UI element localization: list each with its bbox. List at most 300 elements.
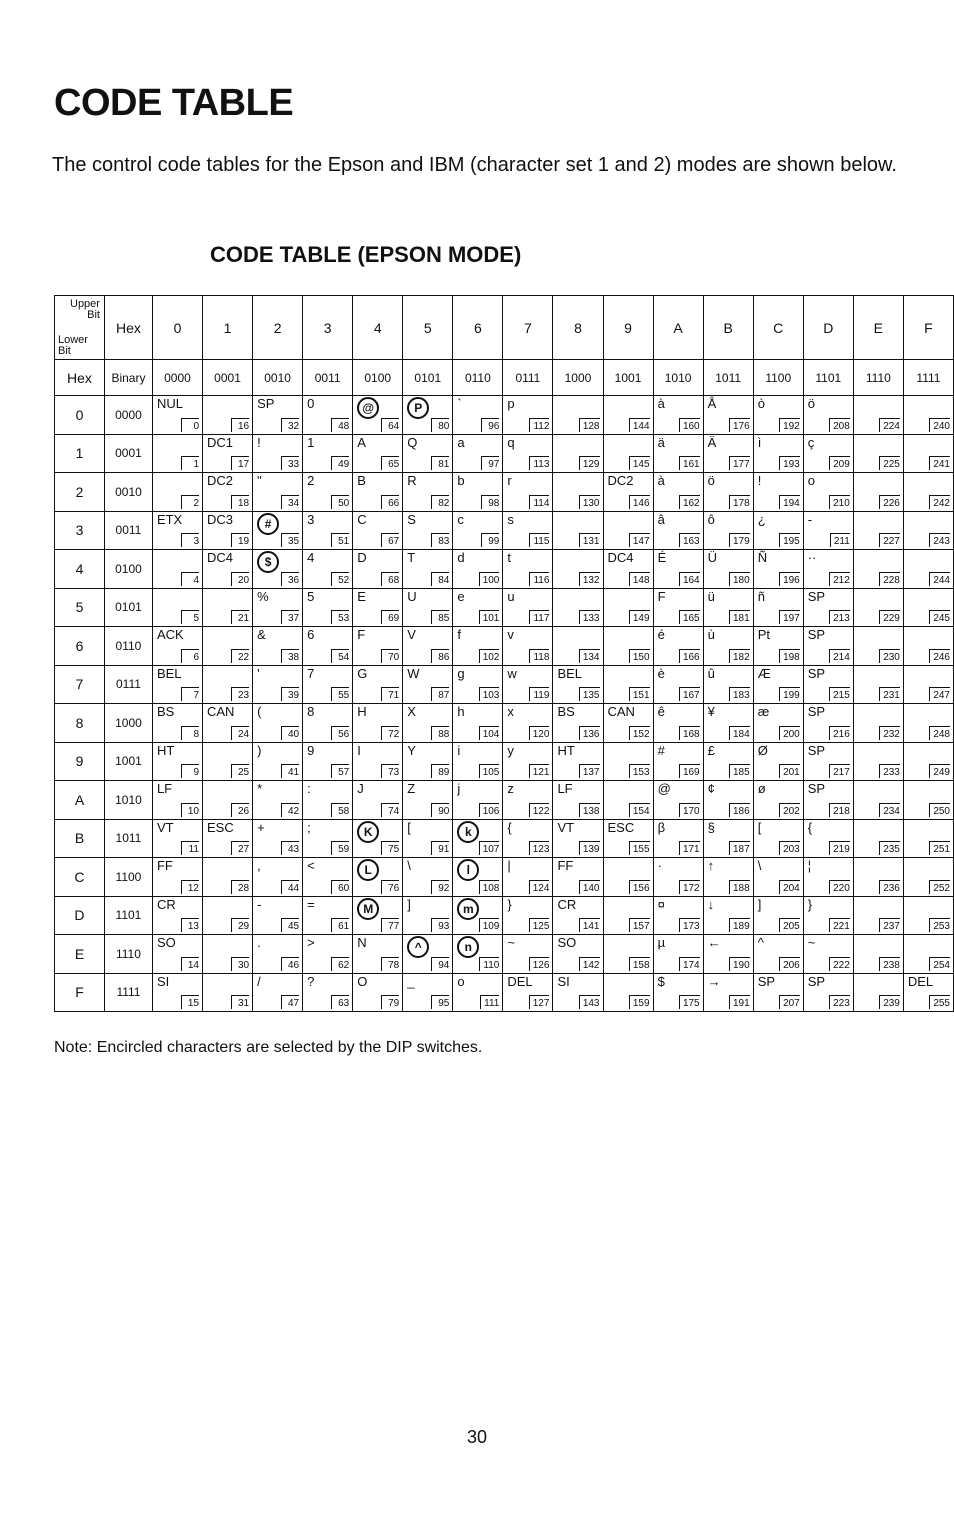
code-cell: [803, 973, 853, 1012]
cell-character: SP: [807, 781, 826, 796]
code-cell: [703, 896, 753, 935]
decimal-code: 124: [529, 880, 550, 894]
decimal-code: 4: [181, 572, 199, 586]
cell-character: [257, 513, 279, 535]
decimal-code: 194: [779, 495, 800, 509]
decimal-code: 90: [431, 803, 449, 817]
decimal-code: 232: [879, 726, 900, 740]
cell-character: DEL: [507, 973, 533, 989]
cell-character: SP: [807, 627, 826, 642]
code-cell: [303, 473, 353, 512]
decimal-code: 60: [331, 880, 349, 894]
cell-character: ?: [307, 973, 315, 989]
decimal-code: 150: [629, 649, 650, 663]
code-cell: [853, 665, 903, 704]
decimal-code: 173: [679, 918, 700, 932]
code-cell: [853, 781, 903, 820]
cell-character: W: [407, 665, 420, 681]
row-hex: A: [55, 781, 105, 820]
decimal-code: 70: [381, 649, 399, 663]
cell-character: 5: [307, 588, 315, 604]
code-cell: [653, 627, 703, 666]
decimal-code: 118: [529, 649, 549, 663]
cell-character: ¿: [757, 511, 766, 527]
cell-character: CAN: [607, 704, 635, 719]
code-cell: [653, 550, 703, 589]
cell-character: [457, 936, 479, 958]
decimal-code: 68: [381, 572, 399, 586]
decimal-code: 22: [231, 649, 249, 663]
decimal-code: 51: [331, 533, 349, 547]
decimal-code: 0: [181, 418, 199, 432]
cell-character: ¦: [807, 858, 812, 873]
code-cell: [253, 742, 303, 781]
decimal-code: 187: [729, 841, 750, 855]
decimal-code: 168: [679, 726, 700, 740]
code-cell: [453, 973, 503, 1012]
code-cell: [253, 473, 303, 512]
cell-character: 1: [307, 434, 315, 450]
code-cell: [653, 473, 703, 512]
cell-character: H: [357, 704, 367, 719]
decimal-code: 252: [929, 880, 950, 894]
code-cell: [353, 858, 403, 897]
cell-character: 0: [307, 396, 315, 411]
decimal-code: 162: [679, 495, 700, 509]
cell-character: BEL: [557, 665, 583, 681]
code-cell: [152, 973, 202, 1012]
code-cell: [503, 973, 553, 1012]
column-binary-F: 1111: [903, 360, 953, 396]
column-binary-D: 1101: [803, 360, 853, 396]
code-cell: [152, 819, 202, 858]
cell-character: r: [507, 473, 512, 488]
cell-character: DEL: [907, 973, 934, 989]
decimal-code: 242: [929, 495, 950, 509]
code-cell: [603, 935, 653, 974]
decimal-code: 86: [431, 649, 449, 663]
decimal-code: 156: [629, 880, 650, 894]
cell-character: ↑: [707, 858, 715, 873]
code-cell: [803, 473, 853, 512]
decimal-code: 92: [431, 880, 449, 894]
cell-character: SI: [557, 973, 570, 989]
decimal-code: 217: [829, 764, 850, 778]
code-cell: [203, 704, 253, 743]
cell-character: ò: [757, 396, 765, 411]
code-cell: [603, 511, 653, 550]
code-cell: [653, 781, 703, 820]
cell-character: CR: [557, 896, 577, 912]
decimal-code: 237: [879, 918, 900, 932]
hex-label: Hex: [55, 360, 105, 396]
decimal-code: 127: [529, 995, 550, 1009]
code-cell: [553, 896, 603, 935]
code-cell: [553, 665, 603, 704]
cell-character: =: [307, 896, 315, 912]
code-cell: [803, 704, 853, 743]
decimal-code: 116: [529, 572, 549, 586]
cell-character: à: [657, 473, 665, 488]
code-cell: [753, 588, 803, 627]
decimal-code: 135: [579, 687, 600, 701]
column-binary-8: 1000: [553, 360, 603, 396]
table-row: [55, 819, 954, 858]
code-cell: [403, 588, 453, 627]
encircled-character: k: [457, 821, 479, 843]
code-cell: [303, 781, 353, 820]
decimal-code: 137: [579, 764, 600, 778]
code-cell: [853, 935, 903, 974]
cell-character: F: [357, 627, 366, 642]
page-title: CODE TABLE: [54, 82, 294, 124]
decimal-code: 155: [629, 841, 650, 855]
code-cell: [253, 511, 303, 550]
decimal-code: 58: [331, 803, 349, 817]
cell-character: Pt: [757, 627, 770, 642]
code-cell: [353, 434, 403, 473]
code-cell: [553, 473, 603, 512]
decimal-code: 218: [829, 803, 850, 817]
decimal-code: 100: [479, 572, 500, 586]
column-binary-2: 0010: [253, 360, 303, 396]
decimal-code: 133: [579, 610, 600, 624]
table-row: [55, 973, 954, 1012]
cell-character: [357, 898, 379, 920]
decimal-code: 95: [431, 995, 449, 1009]
decimal-code: 99: [481, 533, 499, 547]
cell-character: *: [257, 781, 263, 796]
code-cell: [903, 935, 953, 974]
code-cell: [553, 588, 603, 627]
binary-row: [55, 360, 954, 396]
decimal-code: 8: [181, 726, 199, 740]
decimal-code: 208: [829, 418, 850, 432]
row-hex: 7: [55, 665, 105, 704]
decimal-code: 119: [529, 687, 549, 701]
cell-character: (: [257, 704, 262, 719]
cell-character: ESC: [607, 819, 635, 835]
decimal-code: 229: [879, 610, 900, 624]
column-hex-3: 3: [303, 296, 353, 360]
cell-character: t: [507, 550, 511, 565]
code-cell: [203, 742, 253, 781]
code-cell: [253, 434, 303, 473]
decimal-code: 87: [431, 687, 449, 701]
cell-character: $: [657, 973, 665, 989]
code-cell: [503, 588, 553, 627]
cell-character: DC2: [607, 473, 634, 488]
decimal-code: 241: [929, 456, 950, 470]
row-hex: E: [55, 935, 105, 974]
code-cell: [553, 935, 603, 974]
footnote: [54, 1039, 482, 1057]
column-binary-B: 1011: [703, 360, 753, 396]
decimal-code: 46: [281, 957, 299, 971]
code-cell: [203, 627, 253, 666]
decimal-code: 98: [481, 495, 499, 509]
code-cell: [753, 627, 803, 666]
row-binary: 1010: [104, 781, 152, 820]
cell-character: X: [407, 704, 416, 719]
decimal-code: 78: [381, 957, 399, 971]
cell-character: SP: [807, 973, 826, 989]
cell-character: w: [507, 665, 517, 681]
code-cell: [653, 742, 703, 781]
decimal-code: 34: [281, 495, 299, 509]
cell-character: ]: [407, 896, 411, 912]
decimal-code: 167: [679, 687, 700, 701]
cell-character: CAN: [207, 704, 235, 719]
cell-character: CR: [156, 896, 176, 912]
code-cell: [903, 588, 953, 627]
code-cell: [152, 627, 202, 666]
code-cell: [303, 588, 353, 627]
code-cell: [403, 935, 453, 974]
code-cell: [353, 588, 403, 627]
cell-character: ~: [507, 935, 515, 950]
cell-character: @: [657, 781, 671, 796]
decimal-code: 244: [929, 572, 950, 586]
cell-character: !: [757, 473, 762, 488]
code-cell: [403, 858, 453, 897]
decimal-code: 81: [431, 456, 449, 470]
code-cell: [303, 704, 353, 743]
column-hex-C: C: [753, 296, 803, 360]
table-row: [55, 704, 954, 743]
cell-character: DC4: [207, 550, 234, 565]
cell-character: !: [257, 434, 261, 450]
row-binary: 1111: [104, 973, 152, 1012]
table-row: [55, 550, 954, 589]
decimal-code: 196: [779, 572, 800, 586]
decimal-code: 182: [729, 649, 750, 663]
code-cell: [353, 473, 403, 512]
decimal-code: 254: [929, 957, 950, 971]
code-cell: [553, 742, 603, 781]
code-cell: [353, 665, 403, 704]
code-cell: [603, 781, 653, 820]
code-cell: [803, 781, 853, 820]
decimal-code: 25: [231, 764, 249, 778]
code-cell: [703, 588, 753, 627]
decimal-code: 35: [281, 533, 299, 547]
cell-character: J: [357, 781, 364, 796]
cell-character: u: [507, 588, 515, 604]
cell-character: Æ: [757, 665, 771, 681]
cell-character: x: [507, 704, 514, 719]
cell-character: #: [657, 742, 665, 758]
cell-character: O: [357, 973, 368, 989]
encircled-character: L: [357, 859, 379, 881]
decimal-code: 185: [729, 764, 750, 778]
decimal-code: 17: [231, 456, 249, 470]
code-cell: [203, 896, 253, 935]
decimal-code: 3: [181, 533, 199, 547]
decimal-code: 128: [579, 418, 600, 432]
code-cell: [903, 704, 953, 743]
column-hex-1: 1: [203, 296, 253, 360]
cell-character: {: [807, 819, 813, 835]
decimal-code: 239: [879, 995, 900, 1009]
cell-character: 2: [307, 473, 315, 488]
cell-character: g: [457, 665, 465, 681]
code-cell: [803, 396, 853, 435]
code-cell: [553, 550, 603, 589]
code-cell: [403, 973, 453, 1012]
table-row: [55, 742, 954, 781]
decimal-code: 165: [679, 610, 700, 624]
decimal-code: 141: [579, 918, 600, 932]
decimal-code: 2: [181, 495, 199, 509]
intro-paragraph: The control code tables for the Epson and IBM (character set 1 and 2) modes are shown below.: [52, 154, 897, 176]
row-hex: 3: [55, 511, 105, 550]
code-cell: [303, 858, 353, 897]
code-cell: [803, 742, 853, 781]
decimal-code: 171: [679, 841, 700, 855]
column-hex-8: 8: [553, 296, 603, 360]
code-cell: [853, 511, 903, 550]
code-cell: [603, 665, 653, 704]
code-cell: [503, 434, 553, 473]
decimal-code: 83: [431, 533, 449, 547]
code-cell: [203, 473, 253, 512]
decimal-code: 164: [679, 572, 700, 586]
cell-character: ¢: [707, 781, 715, 796]
decimal-code: 103: [479, 687, 500, 701]
code-cell: [503, 396, 553, 435]
code-cell: [503, 781, 553, 820]
cell-character: A: [357, 434, 366, 450]
cell-character: D: [357, 550, 367, 565]
decimal-code: 193: [779, 456, 800, 470]
cell-character: Y: [407, 742, 416, 758]
cell-character: SP: [807, 742, 826, 758]
row-hex: 5: [55, 588, 105, 627]
code-cell: [453, 550, 503, 589]
cell-character: 6: [307, 627, 315, 642]
decimal-code: 139: [579, 841, 600, 855]
decimal-code: 136: [579, 726, 600, 740]
decimal-code: 61: [331, 918, 349, 932]
code-cell: [503, 665, 553, 704]
code-cell: [503, 819, 553, 858]
cell-character: o: [457, 973, 465, 989]
decimal-code: 140: [579, 880, 600, 894]
decimal-code: 44: [281, 880, 299, 894]
decimal-code: 37: [281, 610, 299, 624]
cell-character: ê: [657, 704, 665, 719]
code-cell: [353, 935, 403, 974]
cell-character: NUL: [156, 396, 183, 411]
column-binary-C: 1100: [753, 360, 803, 396]
decimal-code: 39: [281, 687, 299, 701]
cell-character: à: [657, 396, 665, 411]
decimal-code: 158: [629, 957, 650, 971]
code-cell: [753, 665, 803, 704]
cell-character: £: [707, 742, 715, 758]
code-cell: [903, 858, 953, 897]
cell-character: Å: [707, 396, 717, 411]
cell-character: HT: [557, 742, 575, 758]
decimal-code: 45: [281, 918, 299, 932]
code-cell: [803, 896, 853, 935]
code-cell: [203, 396, 253, 435]
code-cell: [503, 896, 553, 935]
code-cell: [152, 896, 202, 935]
row-hex: 8: [55, 704, 105, 743]
code-cell: [253, 896, 303, 935]
code-cell: [253, 665, 303, 704]
decimal-code: 199: [779, 687, 800, 701]
encircled-character: l: [457, 859, 479, 881]
decimal-code: 255: [929, 995, 950, 1009]
cell-character: >: [307, 935, 315, 950]
code-cell: [403, 781, 453, 820]
decimal-code: 29: [231, 918, 249, 932]
cell-character: é: [657, 627, 665, 642]
encircled-character: K: [357, 821, 379, 843]
code-cell: [603, 973, 653, 1012]
decimal-code: 125: [529, 918, 550, 932]
column-hex-5: 5: [403, 296, 453, 360]
cell-character: h: [457, 704, 465, 719]
cell-character: Ø: [757, 742, 768, 758]
decimal-code: 166: [679, 649, 700, 663]
code-cell: [703, 434, 753, 473]
cell-character: 7: [307, 665, 315, 681]
decimal-code: 89: [431, 764, 449, 778]
encircled-character: M: [357, 898, 379, 920]
code-cell: [203, 511, 253, 550]
code-cell: [503, 858, 553, 897]
decimal-code: 180: [729, 572, 750, 586]
code-cell: [453, 858, 503, 897]
code-cell: [603, 473, 653, 512]
cell-character: <: [307, 858, 315, 873]
code-cell: [603, 588, 653, 627]
decimal-code: 53: [331, 610, 349, 624]
row-binary: 0100: [104, 550, 152, 589]
code-cell: [453, 627, 503, 666]
decimal-code: 24: [231, 726, 249, 740]
code-cell: [903, 665, 953, 704]
decimal-code: 54: [331, 649, 349, 663]
code-cell: [703, 473, 753, 512]
decimal-code: 47: [281, 995, 299, 1009]
decimal-code: 245: [929, 610, 950, 624]
decimal-code: 97: [481, 456, 499, 470]
decimal-code: 16: [231, 418, 249, 432]
cell-character: SI: [156, 973, 170, 989]
decimal-code: 195: [779, 533, 800, 547]
cell-character: B: [357, 473, 366, 488]
decimal-code: 227: [879, 533, 900, 547]
code-cell: [403, 819, 453, 858]
decimal-code: 5: [181, 610, 199, 624]
code-cell: [753, 473, 803, 512]
decimal-code: 172: [679, 880, 700, 894]
decimal-code: 19: [231, 533, 249, 547]
decimal-code: 148: [629, 572, 650, 586]
row-binary: 1100: [104, 858, 152, 897]
code-cell: [553, 627, 603, 666]
decimal-code: 161: [679, 456, 700, 470]
row-binary: 0001: [104, 434, 152, 473]
code-cell: [853, 973, 903, 1012]
decimal-code: 253: [929, 918, 950, 932]
decimal-code: 179: [729, 533, 750, 547]
